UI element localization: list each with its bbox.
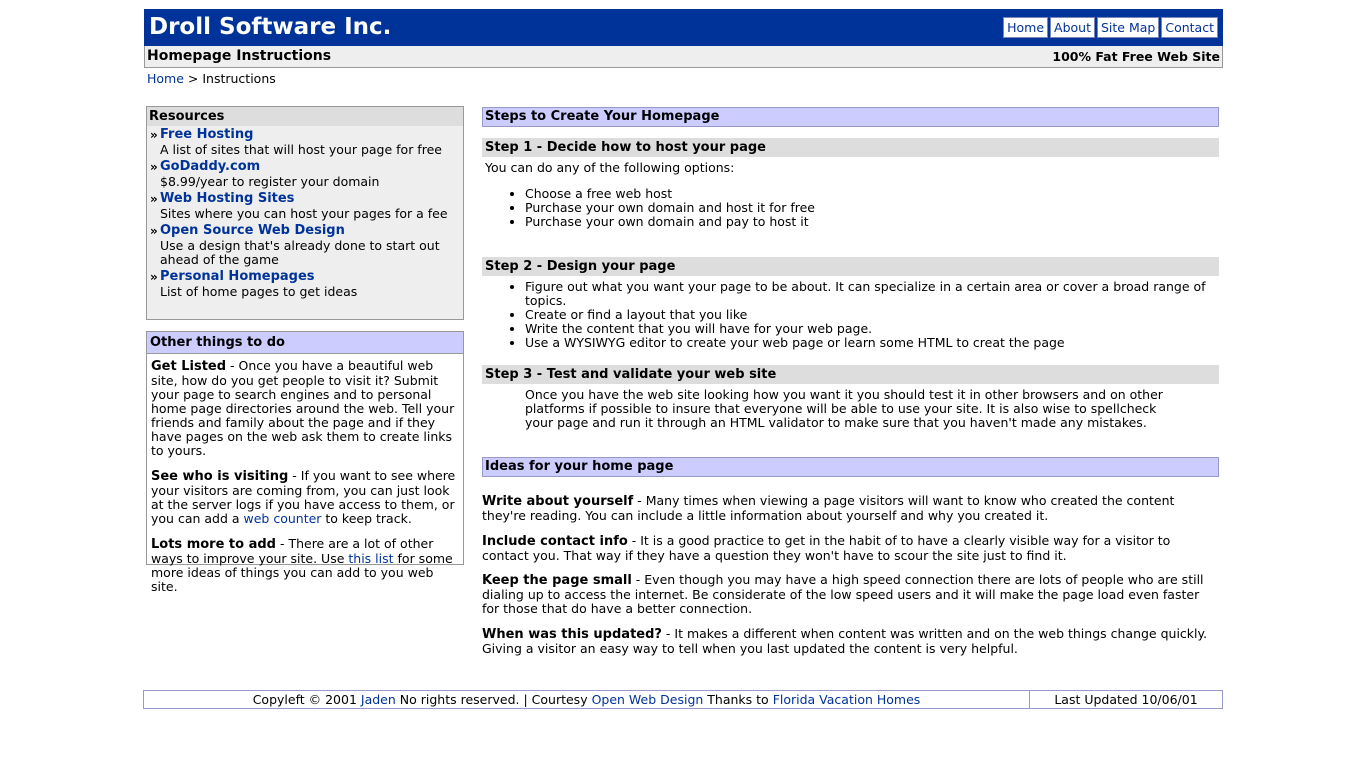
idea-text: - Even though you may have a high speed connection there are lots of people who are still dialing up to access the internet. Be considerate of the low speed users and it will make the page load even faster for those that do have a better connection. [482,572,1204,616]
breadcrumb-separator: > [183,71,203,86]
bullet-icon: » [150,270,158,284]
author-link[interactable]: Jaden [360,692,396,707]
get-listed-paragraph [147,359,463,458]
step1-list [482,187,1215,229]
bullet-icon: » [150,128,158,142]
other-things-panel [146,331,464,594]
bullet-icon: » [150,224,158,238]
resource-item [147,191,461,223]
list-item: • Use a WYSIWYG editor to create your web page or learn some HTML to creat the page [525,336,1219,350]
breadcrumb-current: Instructions [202,71,276,86]
idea-paragraph [482,534,1219,563]
page-subtitle: Homepage Instructions [147,48,332,64]
nav-about-link[interactable]: About [1050,17,1095,38]
resources-title: Resources [147,107,463,126]
step3-title: Step 3 - Test and validate your web site [482,365,1219,384]
other-things-title: Other things to do [147,332,463,354]
get-listed-text: - Once you have a beautiful web site, how do you get people to visit it? Submit your page to search engines and to personal home page directories around the web. Tell your friends and family about the page and if they have pages on the web ask them to create links to yours. [151,358,455,458]
web-counter-link[interactable]: web counter [243,511,322,526]
open-web-design-link[interactable]: Open Web Design [591,692,704,707]
resource-desc: A list of sites that will host your page for free [160,142,442,157]
more-heading: Lots more to add [151,537,276,552]
site-footer [143,690,1223,709]
idea-heading: Include contact info [482,534,628,549]
resource-item [147,159,461,191]
ideas-title: Ideas for your home page [482,457,1219,477]
more-paragraph [147,537,463,594]
idea-text: - It makes a different when content was written and on the web things change quickly. Giving a visitor an easy way to tell when you last updated the content is very helpful. [482,626,1208,656]
step2-list [482,280,1219,350]
resources-panel [146,106,464,320]
thanks-text: Thanks to [703,692,773,707]
idea-heading: When was this updated? [482,627,662,642]
idea-paragraph [482,627,1219,656]
more-text: - There are a lot of other ways to improve your site. Use [151,536,434,566]
visitors-text-end: to keep track. [321,511,412,526]
resource-desc: Sites where you can host your pages for a fee [160,206,448,221]
more-text-end: for some more ideas of things you can add to you web site. [151,551,453,594]
rights-text: No rights reserved. | Courtesy [395,692,592,707]
last-updated: Last Updated 10/06/01 [1054,692,1198,707]
step3-text: Once you have the web site looking how you want it you should test it in other browsers and on other platforms if possible to insure that everyone will be able to use your site. It is also wise to spellcheck your page and run it through an HTML validator to make sure that you haven't made any mistakes. [525,387,1163,430]
sub-header [144,46,1223,68]
this-list-link[interactable]: this list [348,551,394,566]
page-container [144,9,1223,656]
list-item: • Create or find a layout that you like [525,308,1219,322]
steps-title: Steps to Create Your Homepage [482,107,1219,127]
breadcrumb-home-link[interactable]: Home [147,71,184,86]
idea-heading: Write about yourself [482,494,634,509]
idea-heading: Keep the page small [482,573,632,588]
florida-vacation-homes-link[interactable]: Florida Vacation Homes [772,692,921,707]
visitors-paragraph [147,469,463,526]
breadcrumb [147,71,276,86]
step1-intro: You can do any of the following options: [485,160,735,175]
get-listed-heading: Get Listed [151,359,227,374]
resource-item [147,223,461,269]
bullet-icon: » [150,160,158,174]
footer-credits [144,691,1030,708]
nav-home-link[interactable]: Home [1003,17,1048,38]
site-header [144,9,1223,46]
idea-paragraph [482,494,1219,523]
visitors-text: - If you want to see where your visitors are coming from, you can just look at the server logs if you have access to them, or you can add a [151,468,456,526]
visitors-heading: See who is visiting [151,469,289,484]
copyleft-text: Copyleft © 2001 [252,692,361,707]
resource-item [147,127,461,159]
resource-godaddy-link[interactable]: GoDaddy.com [160,159,261,174]
list-item: • Choose a free web host [525,187,1215,201]
list-item: • Write the content that you will have for your web page. [525,322,1219,336]
resource-desc: List of home pages to get ideas [160,284,358,299]
nav-contact-link[interactable]: Contact [1161,17,1218,38]
resource-item [147,269,461,301]
resource-desc: $8.99/year to register your domain [160,174,380,189]
idea-text: - Many times when viewing a page visitors will want to know who created the content they're reading. You can include a little information about yourself and why you created it. [482,493,1175,523]
site-tagline: 100% Fat Free Web Site [1052,49,1220,64]
list-item: • Purchase your own domain and host it for free [525,201,1215,215]
list-item: • Purchase your own domain and pay to host it [525,215,1215,229]
step2-title: Step 2 - Design your page [482,257,1219,276]
site-title: Droll Software Inc. [149,14,392,40]
step1-title: Step 1 - Decide how to host your page [482,138,1219,157]
list-item: • Figure out what you want your page to be about. It can specialize in a certain area or cover a broad range of topics. [525,280,1219,308]
top-nav [1001,17,1218,38]
resource-personal-homepages-link[interactable]: Personal Homepages [160,269,315,284]
resource-web-hosting-link[interactable]: Web Hosting Sites [160,191,295,206]
resource-desc: Use a design that's already done to start out ahead of the game [160,238,440,267]
bullet-icon: » [150,192,158,206]
idea-text: - It is a good practice to get in the habit of to have a clearly visible way for a visitor to contact you. That way if they have a question they won't have to scour the site just to find it. [482,533,1171,563]
idea-paragraph [482,573,1219,616]
resource-open-source-design-link[interactable]: Open Source Web Design [160,223,345,238]
resource-free-hosting-link[interactable]: Free Hosting [160,127,254,142]
nav-sitemap-link[interactable]: Site Map [1097,17,1159,38]
